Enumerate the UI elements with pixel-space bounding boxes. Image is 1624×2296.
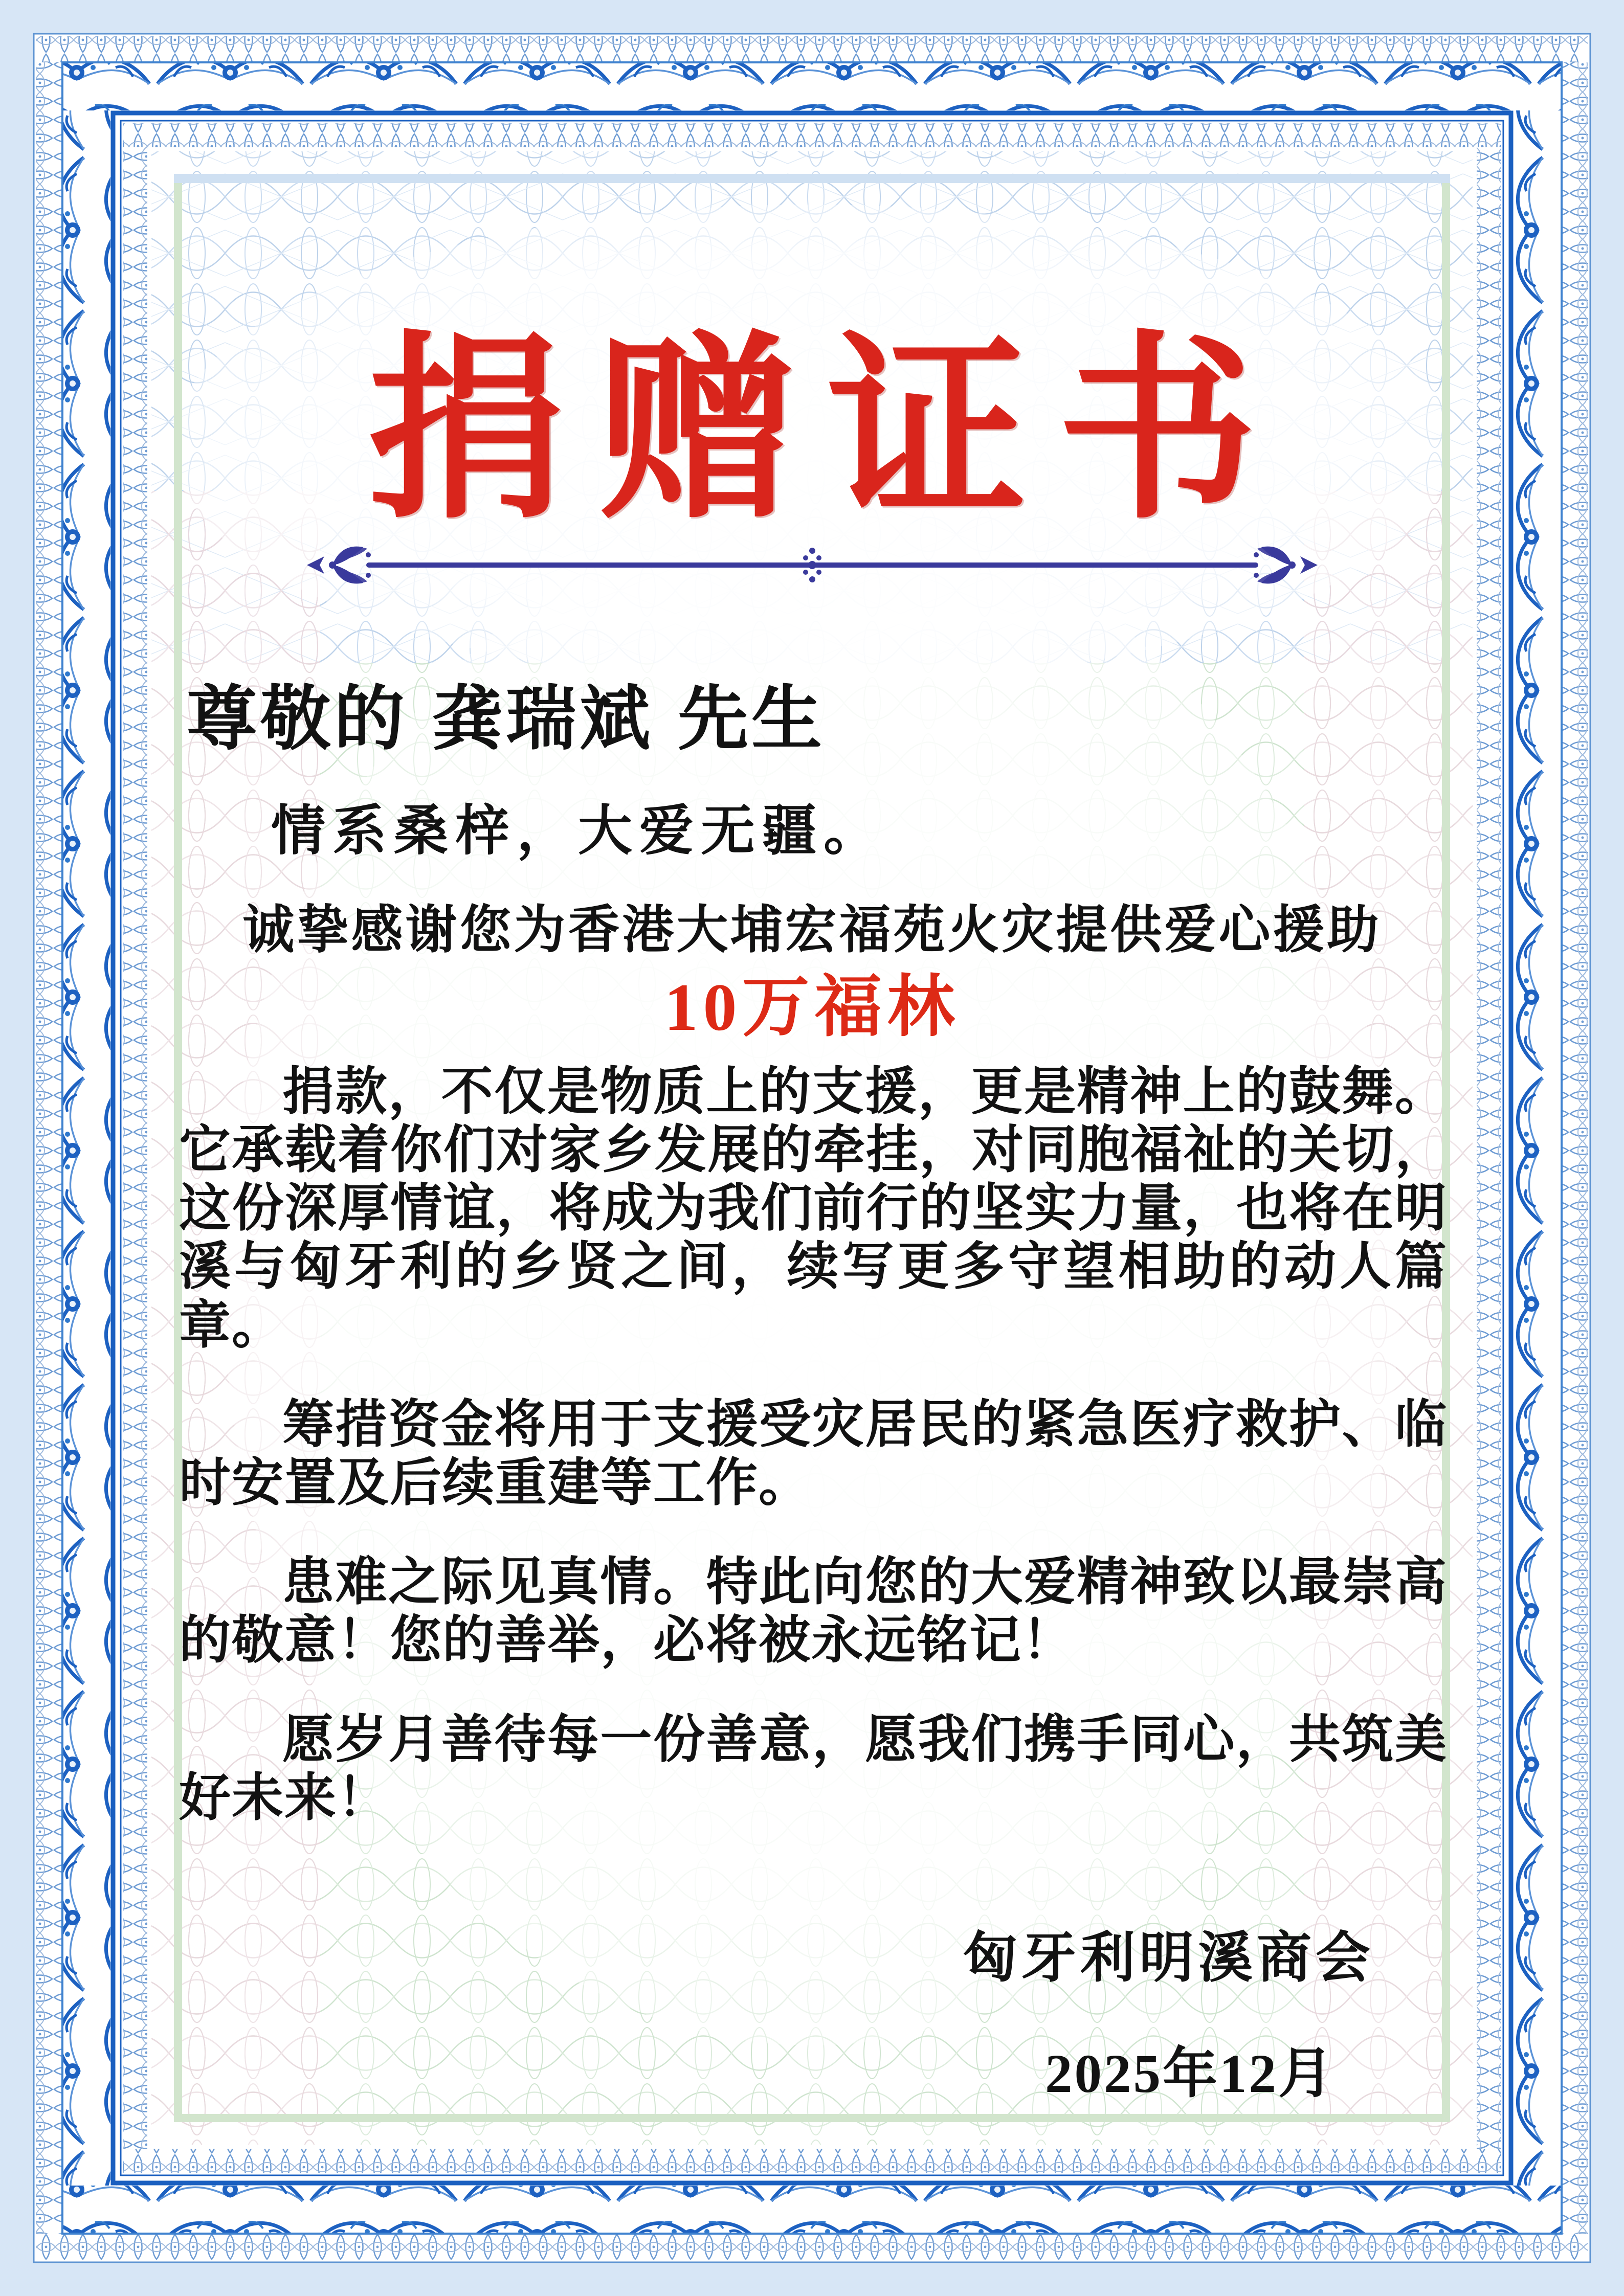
- issuer-signature: 匈牙利明溪商会: [962, 1928, 1374, 1989]
- acknowledgement-line: 诚挚感谢您为香港大埔宏福苑火灾提供爱心援助: [242, 902, 1382, 959]
- motto-line: 情系桑梓，大爱无疆。: [271, 801, 885, 861]
- body-paragraph: 患难之际见真情。特此向您的大爱精神致以最崇高的敬意！您的善举，必将被永远铭记！: [179, 1553, 1448, 1669]
- issue-date: 2025年12月: [1044, 2044, 1335, 2104]
- salutation-prefix: 尊敬的: [187, 680, 408, 758]
- certificate-body: [179, 1063, 1448, 1868]
- certificate-title: 捐赠证书: [367, 321, 1288, 542]
- body-paragraph: 愿岁月善待每一份善意，愿我们携手同心，共筑美好未来！: [179, 1711, 1448, 1827]
- title-divider-ornament: [306, 534, 1319, 596]
- salutation-suffix: 先生: [678, 680, 826, 758]
- recipient-name: 龚瑞斌: [432, 680, 654, 758]
- body-paragraph: 捐款，不仅是物质上的支援，更是精神上的鼓舞。它承载着你们对家乡发展的牵挂，对同胞福祉的关切，这份深厚情谊，将成为我们前行的坚实力量，也将在明溪与匈牙利的乡贤之间，续写更多守望相助的动人篇章。: [179, 1063, 1448, 1354]
- donation-amount: 10万福林: [664, 970, 960, 1045]
- salutation-line: [187, 662, 825, 763]
- body-paragraph: 筹措资金将用于支援受灾居民的紧急医疗救护、临时安置及后续重建等工作。: [179, 1395, 1448, 1512]
